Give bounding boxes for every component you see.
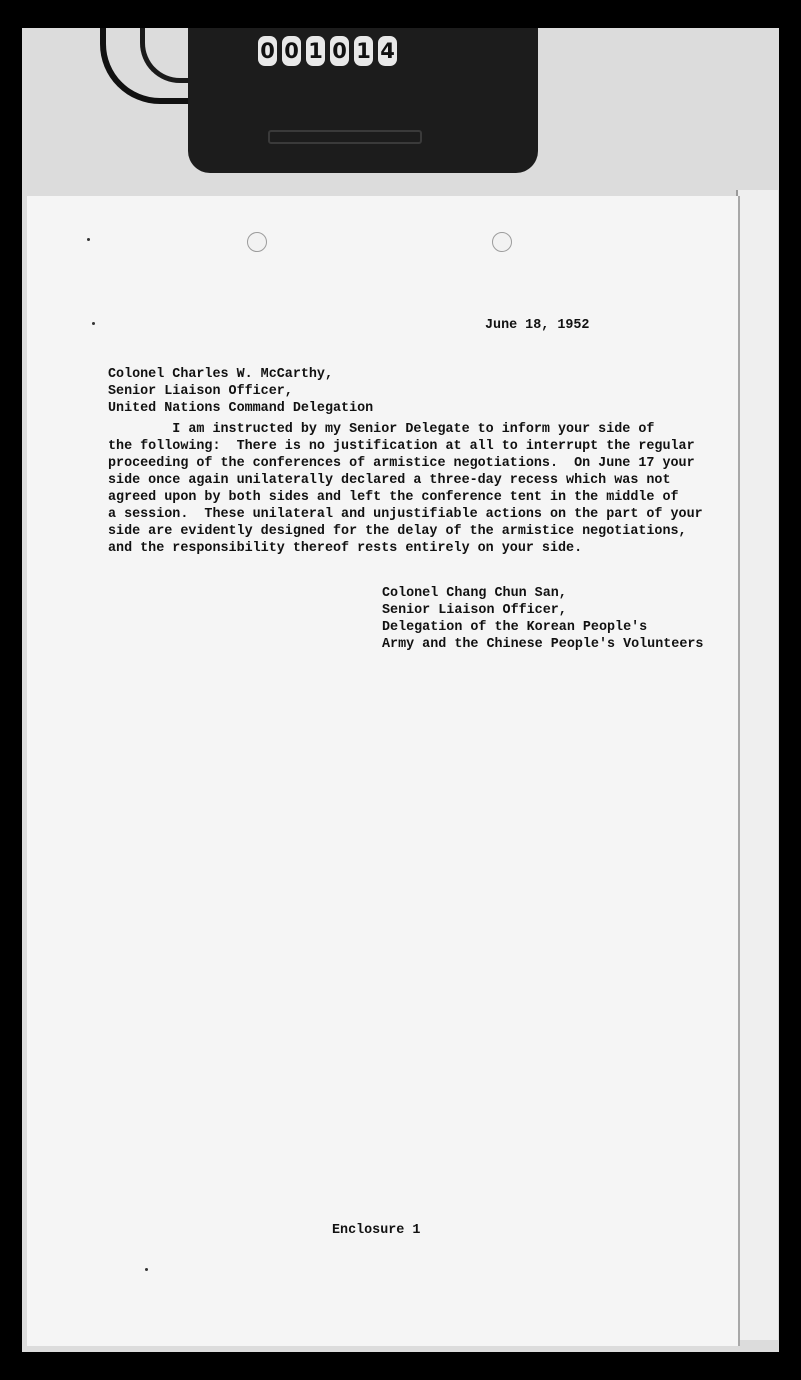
signatory-title: Senior Liaison Officer, bbox=[382, 603, 567, 618]
body-line: a session. These unilateral and unjustifiable actions on the part of your bbox=[108, 507, 703, 522]
punch-hole bbox=[247, 232, 267, 252]
counter-digit: 4 bbox=[378, 36, 397, 66]
signatory-organization-line2: Army and the Chinese People's Volunteers bbox=[382, 637, 704, 652]
frame-counter-device bbox=[188, 28, 538, 173]
signatory-organization-line1: Delegation of the Korean People's bbox=[382, 620, 648, 635]
body-line: side once again unilaterally declared a three-day recess which was not bbox=[108, 473, 671, 488]
letter-date: June 18, 1952 bbox=[485, 318, 590, 333]
letter-page bbox=[27, 196, 738, 1346]
body-line: agreed upon by both sides and left the conference tent in the middle of bbox=[108, 490, 679, 505]
body-line: the following: There is no justification at all to interrupt the regular bbox=[108, 439, 695, 454]
body-line: and the responsibility thereof rests entirely on your side. bbox=[108, 541, 583, 556]
counter-digit: 0 bbox=[258, 36, 277, 66]
body-line: side are evidently designed for the delay of the armistice negotiations, bbox=[108, 524, 687, 539]
frame-counter-window bbox=[258, 36, 397, 70]
counter-digit: 0 bbox=[330, 36, 349, 66]
underlying-sheet-edge bbox=[736, 190, 778, 1340]
addressee-organization: United Nations Command Delegation bbox=[108, 401, 374, 416]
enclosure-label: Enclosure 1 bbox=[332, 1223, 421, 1238]
scan-speck bbox=[92, 322, 95, 325]
counter-slot bbox=[268, 130, 422, 144]
punch-hole bbox=[492, 232, 512, 252]
addressee-name: Colonel Charles W. McCarthy, bbox=[108, 367, 333, 382]
scan-speck bbox=[87, 238, 90, 241]
counter-digit: 1 bbox=[354, 36, 373, 66]
body-line: proceeding of the conferences of armistice negotiations. On June 17 your bbox=[108, 456, 695, 471]
counter-digit: 0 bbox=[282, 36, 301, 66]
body-line: I am instructed by my Senior Delegate to inform your side of bbox=[108, 422, 655, 437]
addressee-title: Senior Liaison Officer, bbox=[108, 384, 293, 399]
scan-speck bbox=[145, 1268, 148, 1271]
signatory-name: Colonel Chang Chun San, bbox=[382, 586, 567, 601]
counter-digit: 1 bbox=[306, 36, 325, 66]
